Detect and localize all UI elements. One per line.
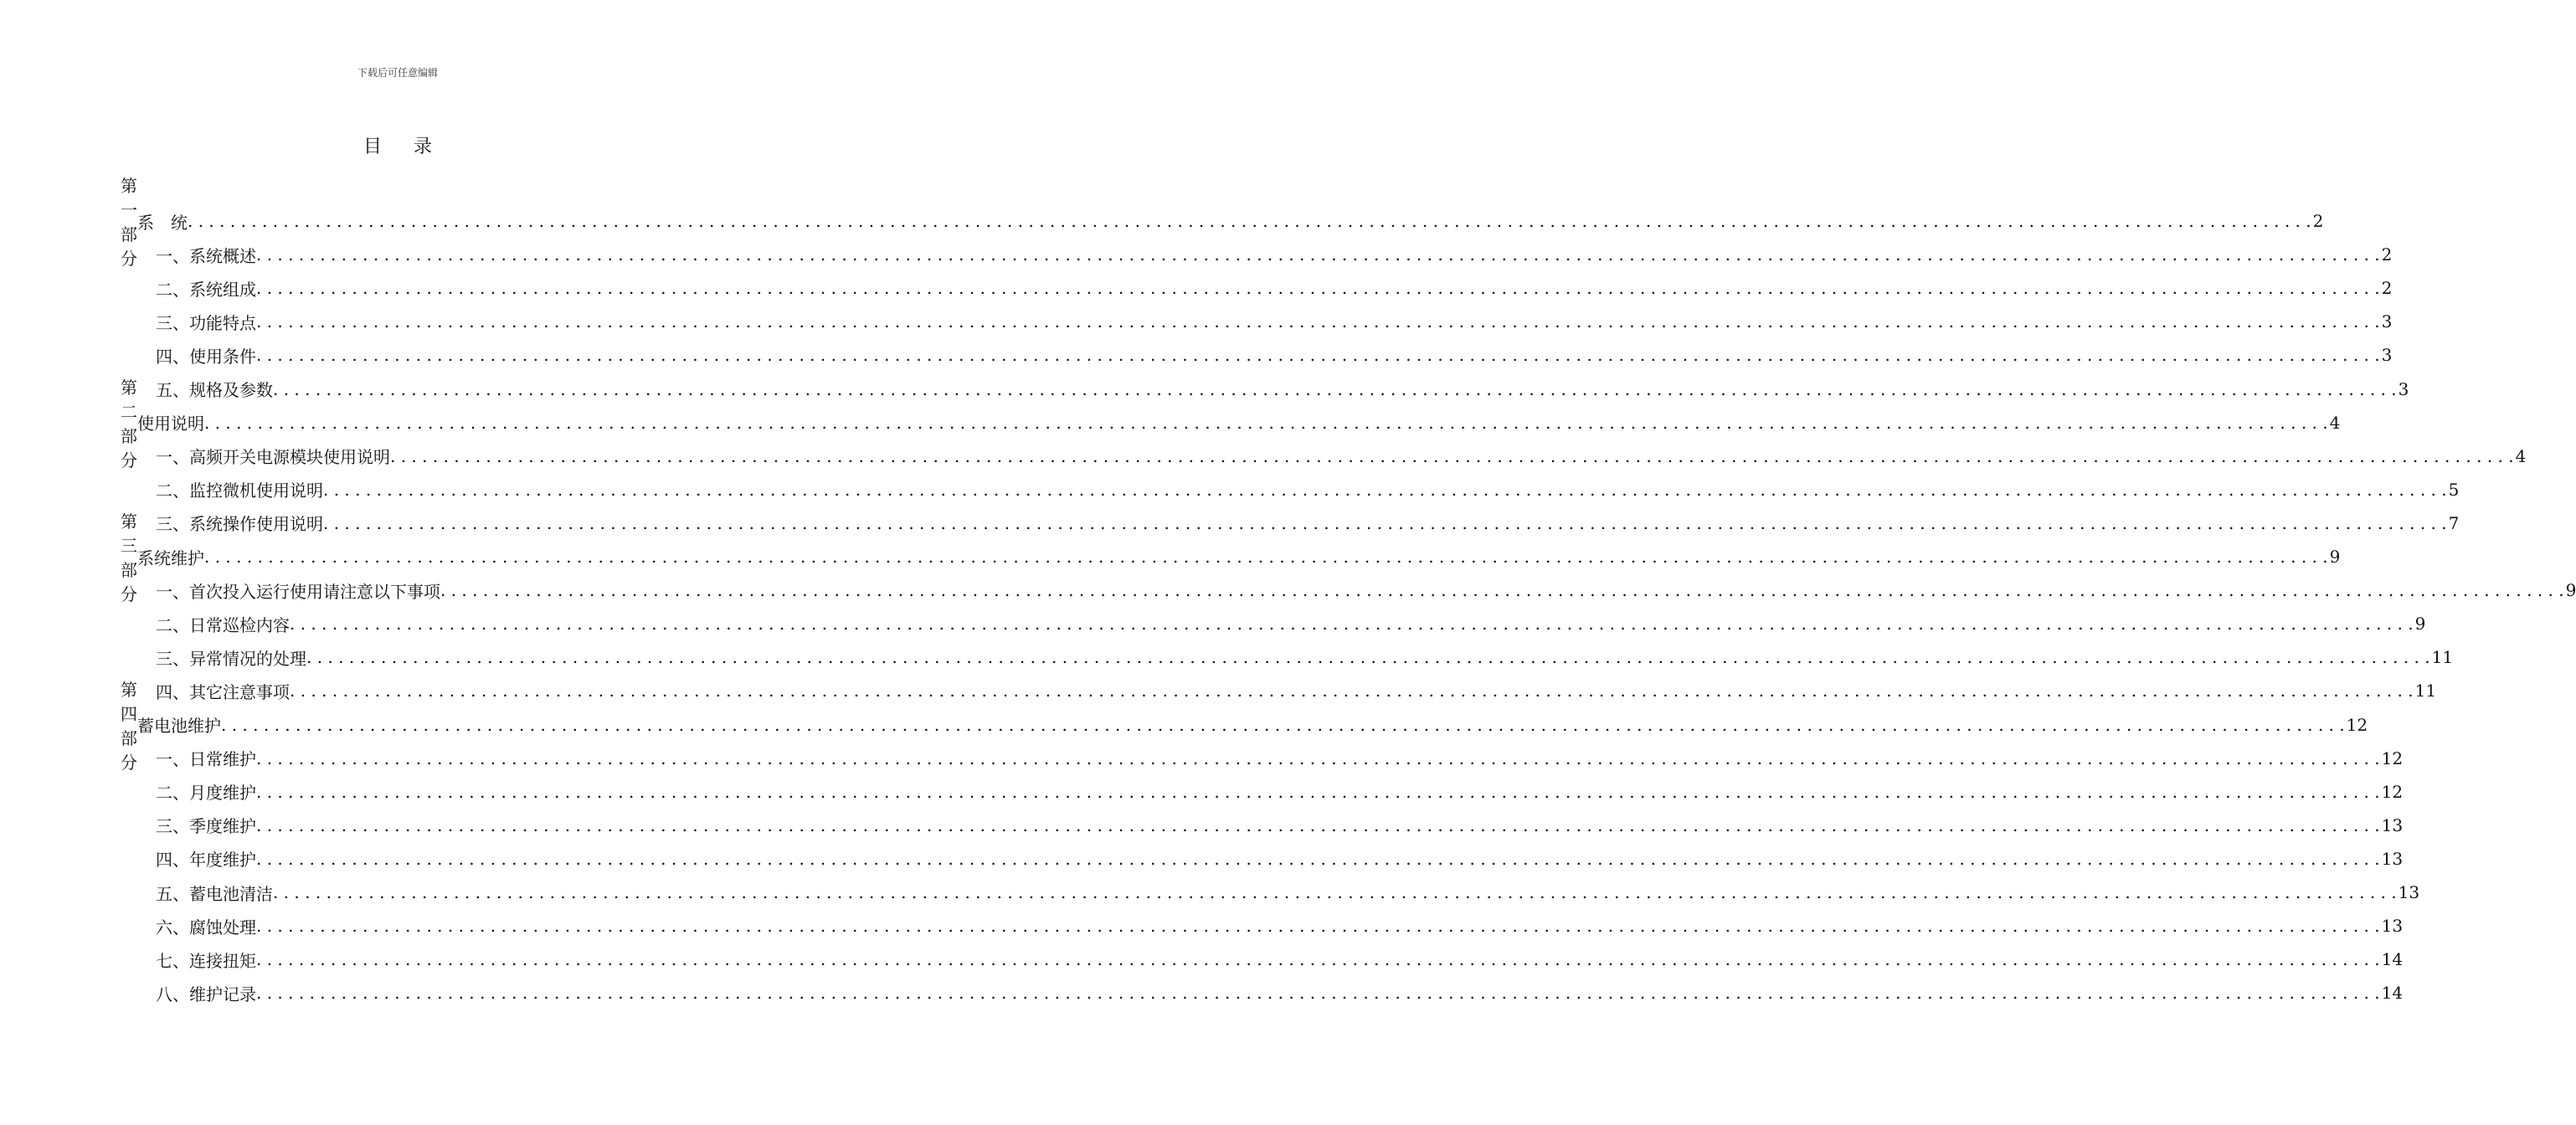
toc-entry-label: 年度维护	[189, 850, 256, 871]
toc-dot-leader: . . . . . . . . . . . . . . . . . . . . . . . . . . . . . . . . . . . . . . . . . . . . . . . . . . . . . . . . . . . . . . . . . . . . . . . . . . . . . . . . . . . . . . . . . . . . . . . . . . . . . . . . . . . . . . . . . . . . . . . . . . . . . . . . . . . . . . . . . . . . . . . . . . . . . . . . . . . . . . . . . . . . . . . . . . . . . . . . . . . . . . . . . . . . . . . . . . . . . . . .	[256, 278, 2380, 299]
toc-entry-number: 二、	[156, 279, 189, 300]
toc-entry[interactable]	[0, 742, 2404, 775]
toc-entry-number: 四、	[156, 850, 189, 871]
toc-entry-page: 12	[2381, 747, 2404, 768]
toc-entry-label: 连接扭矩	[189, 950, 256, 971]
toc-entry-page: 3	[2398, 378, 2409, 399]
toc-entry-page: 11	[2414, 681, 2437, 701]
toc-dot-leader: . . . . . . . . . . . . . . . . . . . . . . . . . . . . . . . . . . . . . . . . . . . . . . . . . . . . . . . . . . . . . . . . . . . . . . . . . . . . . . . . . . . . . . . . . . . . . . . . . . . . . . . . . . . . . . . . . . . . . . . . . . . . . . . . . . . . . . . . . . . . . . . . . . . . . . . . . . . . . . . . . . . . . . . . . . . . . . . . . . . . . . . . . . . . . . . . . . . . . . . .	[256, 814, 2380, 835]
toc-entry-number: 二、	[156, 783, 189, 804]
toc-entry-label: 异常情况的处理	[189, 648, 306, 669]
toc-entry[interactable]	[0, 775, 2404, 809]
toc-entry-label: 日常巡检内容	[189, 614, 290, 635]
toc-entry-label: 使用条件	[189, 346, 256, 367]
toc-entry-page: 2	[2381, 244, 2393, 265]
toc-entry-number: 一、	[156, 245, 189, 266]
toc-dot-leader: . . . . . . . . . . . . . . . . . . . . . . . . . . . . . . . . . . . . . . . . . . . . . . . . . . . . . . . . . . . . . . . . . . . . . . . . . . . . . . . . . . . . . . . . . . . . . . . . . . . . . . . . . . . . . . . . . . . . . . . . . . . . . . . . . . . . . . . . . . . . . . . . . . . . . . . . . . . . . . . . . . . . . . . . . . . . . . . . . . . . . . . . . . . . . . . . . . . . . . . .	[323, 479, 2447, 500]
toc-entry-number: 四、	[156, 346, 189, 367]
toc-entry-page: 13	[2381, 916, 2404, 937]
toc-dot-leader: . . . . . . . . . . . . . . . . . . . . . . . . . . . . . . . . . . . . . . . . . . . . . . . . . . . . . . . . . . . . . . . . . . . . . . . . . . . . . . . . . . . . . . . . . . . . . . . . . . . . . . . . . . . . . . . . . . . . . . . . . . . . . . . . . . . . . . . . . . . . . . . . . . . . . . . . . . . . . . . . . . . . . . . . . . . . . . . . . . . . . . . . . . . . . . . . . . . . . . . .	[390, 445, 2514, 466]
toc-entry-label: 腐蚀处理	[189, 917, 256, 938]
toc-entry-page: 13	[2381, 848, 2404, 869]
toc-entry-label: 系 统	[137, 212, 188, 233]
toc-entry-page: 9	[2414, 614, 2426, 634]
toc-entry-page: 2	[2381, 278, 2393, 299]
toc-entry[interactable]	[0, 338, 2393, 372]
toc-entry-label: 首次投入运行使用请注意以下事项	[189, 581, 440, 602]
toc-entry[interactable]	[0, 607, 2426, 640]
title-char-right: 录	[414, 136, 433, 157]
toc-entry-label: 功能特点	[189, 312, 256, 333]
toc-dot-leader: . . . . . . . . . . . . . . . . . . . . . . . . . . . . . . . . . . . . . . . . . . . . . . . . . . . . . . . . . . . . . . . . . . . . . . . . . . . . . . . . . . . . . . . . . . . . . . . . . . . . . . . . . . . . . . . . . . . . . . . . . . . . . . . . . . . . . . . . . . . . . . . . . . . . . . . . . . . . . . . . . . . . . . . . . . . . . . . . . . . . . . . . . . . . . . . . . . . . . . . .	[221, 714, 2345, 735]
toc-dot-leader: . . . . . . . . . . . . . . . . . . . . . . . . . . . . . . . . . . . . . . . . . . . . . . . . . . . . . . . . . . . . . . . . . . . . . . . . . . . . . . . . . . . . . . . . . . . . . . . . . . . . . . . . . . . . . . . . . . . . . . . . . . . . . . . . . . . . . . . . . . . . . . . . . . . . . . . . . . . . . . . . . . . . . . . . . . . . . . . . . . . . . . . . . . . . . . . . . . . . . . . .	[273, 882, 2397, 902]
toc-entry[interactable]	[0, 305, 2393, 338]
toc-entry-number: 第二部分	[121, 377, 137, 470]
toc-entry-page: 13	[2381, 814, 2404, 835]
toc-dot-leader: . . . . . . . . . . . . . . . . . . . . . . . . . . . . . . . . . . . . . . . . . . . . . . . . . . . . . . . . . . . . . . . . . . . . . . . . . . . . . . . . . . . . . . . . . . . . . . . . . . . . . . . . . . . . . . . . . . . . . . . . . . . . . . . . . . . . . . . . . . . . . . . . . . . . . . . . . . . . . . . . . . . . . . . . . . . . . . . . . . . . . . . . . . . . . . . . . . . . . . . .	[256, 983, 2380, 1004]
toc-dot-leader: . . . . . . . . . . . . . . . . . . . . . . . . . . . . . . . . . . . . . . . . . . . . . . . . . . . . . . . . . . . . . . . . . . . . . . . . . . . . . . . . . . . . . . . . . . . . . . . . . . . . . . . . . . . . . . . . . . . . . . . . . . . . . . . . . . . . . . . . . . . . . . . . . . . . . . . . . . . . . . . . . . . . . . . . . . . . . . . . . . . . . . . . . . . . . . . . . . . . . . . .	[290, 614, 2414, 634]
toc-dot-leader: . . . . . . . . . . . . . . . . . . . . . . . . . . . . . . . . . . . . . . . . . . . . . . . . . . . . . . . . . . . . . . . . . . . . . . . . . . . . . . . . . . . . . . . . . . . . . . . . . . . . . . . . . . . . . . . . . . . . . . . . . . . . . . . . . . . . . . . . . . . . . . . . . . . . . . . . . . . . . . . . . . . . . . . . . . . . . . . . . . . . . . . . . . . . . . . . . . . . . . . .	[273, 378, 2397, 399]
toc-dot-leader: . . . . . . . . . . . . . . . . . . . . . . . . . . . . . . . . . . . . . . . . . . . . . . . . . . . . . . . . . . . . . . . . . . . . . . . . . . . . . . . . . . . . . . . . . . . . . . . . . . . . . . . . . . . . . . . . . . . . . . . . . . . . . . . . . . . . . . . . . . . . . . . . . . . . . . . . . . . . . . . . . . . . . . . . . . . . . . . . . . . . . . . . . . . . . . . . . . . . . . . .	[256, 949, 2380, 970]
toc-dot-leader: . . . . . . . . . . . . . . . . . . . . . . . . . . . . . . . . . . . . . . . . . . . . . . . . . . . . . . . . . . . . . . . . . . . . . . . . . . . . . . . . . . . . . . . . . . . . . . . . . . . . . . . . . . . . . . . . . . . . . . . . . . . . . . . . . . . . . . . . . . . . . . . . . . . . . . . . . . . . . . . . . . . . . . . . . . . . . . . . . . . . . . . . . . . . . . . . . . . . . . . .	[290, 681, 2414, 701]
toc-entry-page: 7	[2448, 512, 2460, 533]
toc-entry-page: 9	[2329, 547, 2341, 567]
toc-entry-label: 使用说明	[137, 414, 204, 434]
toc-entry-label: 其它注意事项	[189, 681, 290, 702]
toc-entry-label: 蓄电池维护	[137, 716, 221, 736]
toc-entry[interactable]	[0, 640, 2454, 674]
toc-dot-leader: . . . . . . . . . . . . . . . . . . . . . . . . . . . . . . . . . . . . . . . . . . . . . . . . . . . . . . . . . . . . . . . . . . . . . . . . . . . . . . . . . . . . . . . . . . . . . . . . . . . . . . . . . . . . . . . . . . . . . . . . . . . . . . . . . . . . . . . . . . . . . . . . . . . . . . . . . . . . . . . . . . . . . . . . . . . . . . . . . . . . . . . . . . . . . . . . . . . . . . . .	[256, 781, 2380, 802]
toc-entry-page: 2	[2312, 211, 2324, 231]
toc-entry-page: 4	[2515, 445, 2527, 466]
toc-entry[interactable]	[0, 842, 2404, 876]
toc-dot-leader: . . . . . . . . . . . . . . . . . . . . . . . . . . . . . . . . . . . . . . . . . . . . . . . . . . . . . . . . . . . . . . . . . . . . . . . . . . . . . . . . . . . . . . . . . . . . . . . . . . . . . . . . . . . . . . . . . . . . . . . . . . . . . . . . . . . . . . . . . . . . . . . . . . . . . . . . . . . . . . . . . . . . . . . . . . . . . . . . . . . . . . . . . . . . . . . . . . . . . . . .	[323, 512, 2447, 533]
toc-entry-label: 规格及参数	[189, 380, 273, 400]
toc-entry-number: 八、	[156, 984, 189, 1004]
toc-entry-page: 5	[2448, 479, 2460, 500]
toc-entry-page: 11	[2431, 647, 2454, 668]
toc-entry[interactable]	[0, 976, 2404, 1009]
toc-entry-label: 系统操作使用说明	[189, 514, 323, 535]
toc-entry-number: 一、	[156, 581, 189, 602]
toc-entry-number: 六、	[156, 917, 189, 938]
toc-entry-number: 三、	[156, 514, 189, 535]
toc-entry-label: 系统维护	[137, 547, 204, 568]
toc-entry[interactable]	[0, 271, 2393, 305]
toc-entry-number: 一、	[156, 447, 189, 468]
toc-entry-page: 14	[2381, 949, 2404, 970]
toc-entry-number: 一、	[156, 749, 189, 770]
toc-entry[interactable]	[0, 876, 2420, 909]
toc-dot-leader: . . . . . . . . . . . . . . . . . . . . . . . . . . . . . . . . . . . . . . . . . . . . . . . . . . . . . . . . . . . . . . . . . . . . . . . . . . . . . . . . . . . . . . . . . . . . . . . . . . . . . . . . . . . . . . . . . . . . . . . . . . . . . . . . . . . . . . . . . . . . . . . . . . . . . . . . . . . . . . . . . . . . . . . . . . . . . . . . . . . . . . . . . . . . . . . . . . . . . . . .	[256, 747, 2380, 768]
toc-entry-number: 第三部分	[121, 511, 137, 604]
toc-entry[interactable]	[0, 238, 2393, 271]
toc-dot-leader: . . . . . . . . . . . . . . . . . . . . . . . . . . . . . . . . . . . . . . . . . . . . . . . . . . . . . . . . . . . . . . . . . . . . . . . . . . . . . . . . . . . . . . . . . . . . . . . . . . . . . . . . . . . . . . . . . . . . . . . . . . . . . . . . . . . . . . . . . . . . . . . . . . . . . . . . . . . . . . . . . . . . . . . . . . . . . . . . . . . . . . . . . . . . . . . . . . . . . . . .	[204, 412, 2328, 433]
toc-entry-number: 二、	[156, 614, 189, 635]
toc-dot-leader: . . . . . . . . . . . . . . . . . . . . . . . . . . . . . . . . . . . . . . . . . . . . . . . . . . . . . . . . . . . . . . . . . . . . . . . . . . . . . . . . . . . . . . . . . . . . . . . . . . . . . . . . . . . . . . . . . . . . . . . . . . . . . . . . . . . . . . . . . . . . . . . . . . . . . . . . . . . . . . . . . . . . . . . . . . . . . . . . . . . . . . . . . . . . . . . . . . . . . . . .	[306, 647, 2430, 668]
toc-entry-number: 七、	[156, 950, 189, 971]
page-title	[0, 132, 795, 158]
toc-entry[interactable]	[0, 573, 2576, 607]
toc-entry-number: 三、	[156, 816, 189, 837]
toc-entry[interactable]	[0, 909, 2404, 943]
toc-entry[interactable]	[0, 809, 2404, 842]
toc-dot-leader: . . . . . . . . . . . . . . . . . . . . . . . . . . . . . . . . . . . . . . . . . . . . . . . . . . . . . . . . . . . . . . . . . . . . . . . . . . . . . . . . . . . . . . . . . . . . . . . . . . . . . . . . . . . . . . . . . . . . . . . . . . . . . . . . . . . . . . . . . . . . . . . . . . . . . . . . . . . . . . . . . . . . . . . . . . . . . . . . . . . . . . . . . . . . . . . . . . . . . . . .	[188, 211, 2311, 231]
toc-entry-number: 三、	[156, 648, 189, 669]
toc-entry-page: 9	[2565, 580, 2576, 601]
toc-entry[interactable]	[0, 473, 2460, 506]
toc-entry-label: 月度维护	[189, 783, 256, 804]
toc-entry-page: 13	[2398, 882, 2420, 902]
toc-entry-number: 二、	[156, 480, 189, 501]
toc-dot-leader: . . . . . . . . . . . . . . . . . . . . . . . . . . . . . . . . . . . . . . . . . . . . . . . . . . . . . . . . . . . . . . . . . . . . . . . . . . . . . . . . . . . . . . . . . . . . . . . . . . . . . . . . . . . . . . . . . . . . . . . . . . . . . . . . . . . . . . . . . . . . . . . . . . . . . . . . . . . . . . . . . . . . . . . . . . . . . . . . . . . . . . . . . . . . . . . . . . . . . . . .	[256, 916, 2380, 937]
toc-dot-leader: . . . . . . . . . . . . . . . . . . . . . . . . . . . . . . . . . . . . . . . . . . . . . . . . . . . . . . . . . . . . . . . . . . . . . . . . . . . . . . . . . . . . . . . . . . . . . . . . . . . . . . . . . . . . . . . . . . . . . . . . . . . . . . . . . . . . . . . . . . . . . . . . . . . . . . . . . . . . . . . . . . . . . . . . . . . . . . . . . . . . . . . . . . . . . . . . . . . . . . . .	[256, 345, 2380, 366]
toc-entry-page: 3	[2381, 345, 2393, 366]
toc-entry-number: 五、	[156, 380, 189, 400]
toc-entry[interactable]	[0, 439, 2527, 473]
toc-dot-leader: . . . . . . . . . . . . . . . . . . . . . . . . . . . . . . . . . . . . . . . . . . . . . . . . . . . . . . . . . . . . . . . . . . . . . . . . . . . . . . . . . . . . . . . . . . . . . . . . . . . . . . . . . . . . . . . . . . . . . . . . . . . . . . . . . . . . . . . . . . . . . . . . . . . . . . . . . . . . . . . . . . . . . . . . . . . . . . . . . . . . . . . . . . . . . . . . . . . . . . . .	[204, 547, 2328, 567]
toc-entry-label: 日常维护	[189, 749, 256, 770]
toc-entry-page: 4	[2329, 412, 2341, 433]
toc-entry[interactable]	[0, 943, 2404, 976]
toc-entry-label: 系统概述	[189, 245, 256, 266]
toc-entry-number: 第一部分	[121, 176, 137, 269]
toc-entry-page: 14	[2381, 983, 2404, 1004]
toc-entry-page: 12	[2346, 714, 2368, 735]
toc-entry-label: 维护记录	[189, 984, 256, 1004]
toc-dot-leader: . . . . . . . . . . . . . . . . . . . . . . . . . . . . . . . . . . . . . . . . . . . . . . . . . . . . . . . . . . . . . . . . . . . . . . . . . . . . . . . . . . . . . . . . . . . . . . . . . . . . . . . . . . . . . . . . . . . . . . . . . . . . . . . . . . . . . . . . . . . . . . . . . . . . . . . . . . . . . . . . . . . . . . . . . . . . . . . . . . . . . . . . . . . . . . . . . . . . . . . .	[256, 244, 2380, 265]
toc-entry-label: 系统组成	[189, 279, 256, 300]
toc-dot-leader: . . . . . . . . . . . . . . . . . . . . . . . . . . . . . . . . . . . . . . . . . . . . . . . . . . . . . . . . . . . . . . . . . . . . . . . . . . . . . . . . . . . . . . . . . . . . . . . . . . . . . . . . . . . . . . . . . . . . . . . . . . . . . . . . . . . . . . . . . . . . . . . . . . . . . . . . . . . . . . . . . . . . . . . . . . . . . . . . . . . . . . . . . . . . . . . . . . . . . . . .	[256, 311, 2380, 332]
toc-entry-number: 第四部分	[121, 679, 137, 773]
page-header: 下载后可任意编辑	[357, 67, 438, 79]
toc-entry-label: 高频开关电源模块使用说明	[189, 447, 390, 468]
toc-dot-leader: . . . . . . . . . . . . . . . . . . . . . . . . . . . . . . . . . . . . . . . . . . . . . . . . . . . . . . . . . . . . . . . . . . . . . . . . . . . . . . . . . . . . . . . . . . . . . . . . . . . . . . . . . . . . . . . . . . . . . . . . . . . . . . . . . . . . . . . . . . . . . . . . . . . . . . . . . . . . . . . . . . . . . . . . . . . . . . . . . . . . . . . . . . . . . . . . . . . . . . . .	[256, 848, 2380, 869]
toc-entry-label: 蓄电池清洁	[189, 883, 273, 904]
toc-entry-number: 五、	[156, 883, 189, 904]
toc-dot-leader: . . . . . . . . . . . . . . . . . . . . . . . . . . . . . . . . . . . . . . . . . . . . . . . . . . . . . . . . . . . . . . . . . . . . . . . . . . . . . . . . . . . . . . . . . . . . . . . . . . . . . . . . . . . . . . . . . . . . . . . . . . . . . . . . . . . . . . . . . . . . . . . . . . . . . . . . . . . . . . . . . . . . . . . . . . . . . . . . . . . . . . . . . . . . . . . . . . . . . . . .	[440, 580, 2564, 601]
toc-entry-label: 季度维护	[189, 816, 256, 837]
toc-entry-label: 监控微机使用说明	[189, 480, 323, 501]
toc-entry-number: 三、	[156, 312, 189, 333]
title-char-left: 目	[362, 136, 382, 157]
toc-entry-page: 12	[2381, 781, 2404, 802]
toc-entry-page: 3	[2381, 311, 2393, 332]
toc-entry-number: 四、	[156, 681, 189, 702]
